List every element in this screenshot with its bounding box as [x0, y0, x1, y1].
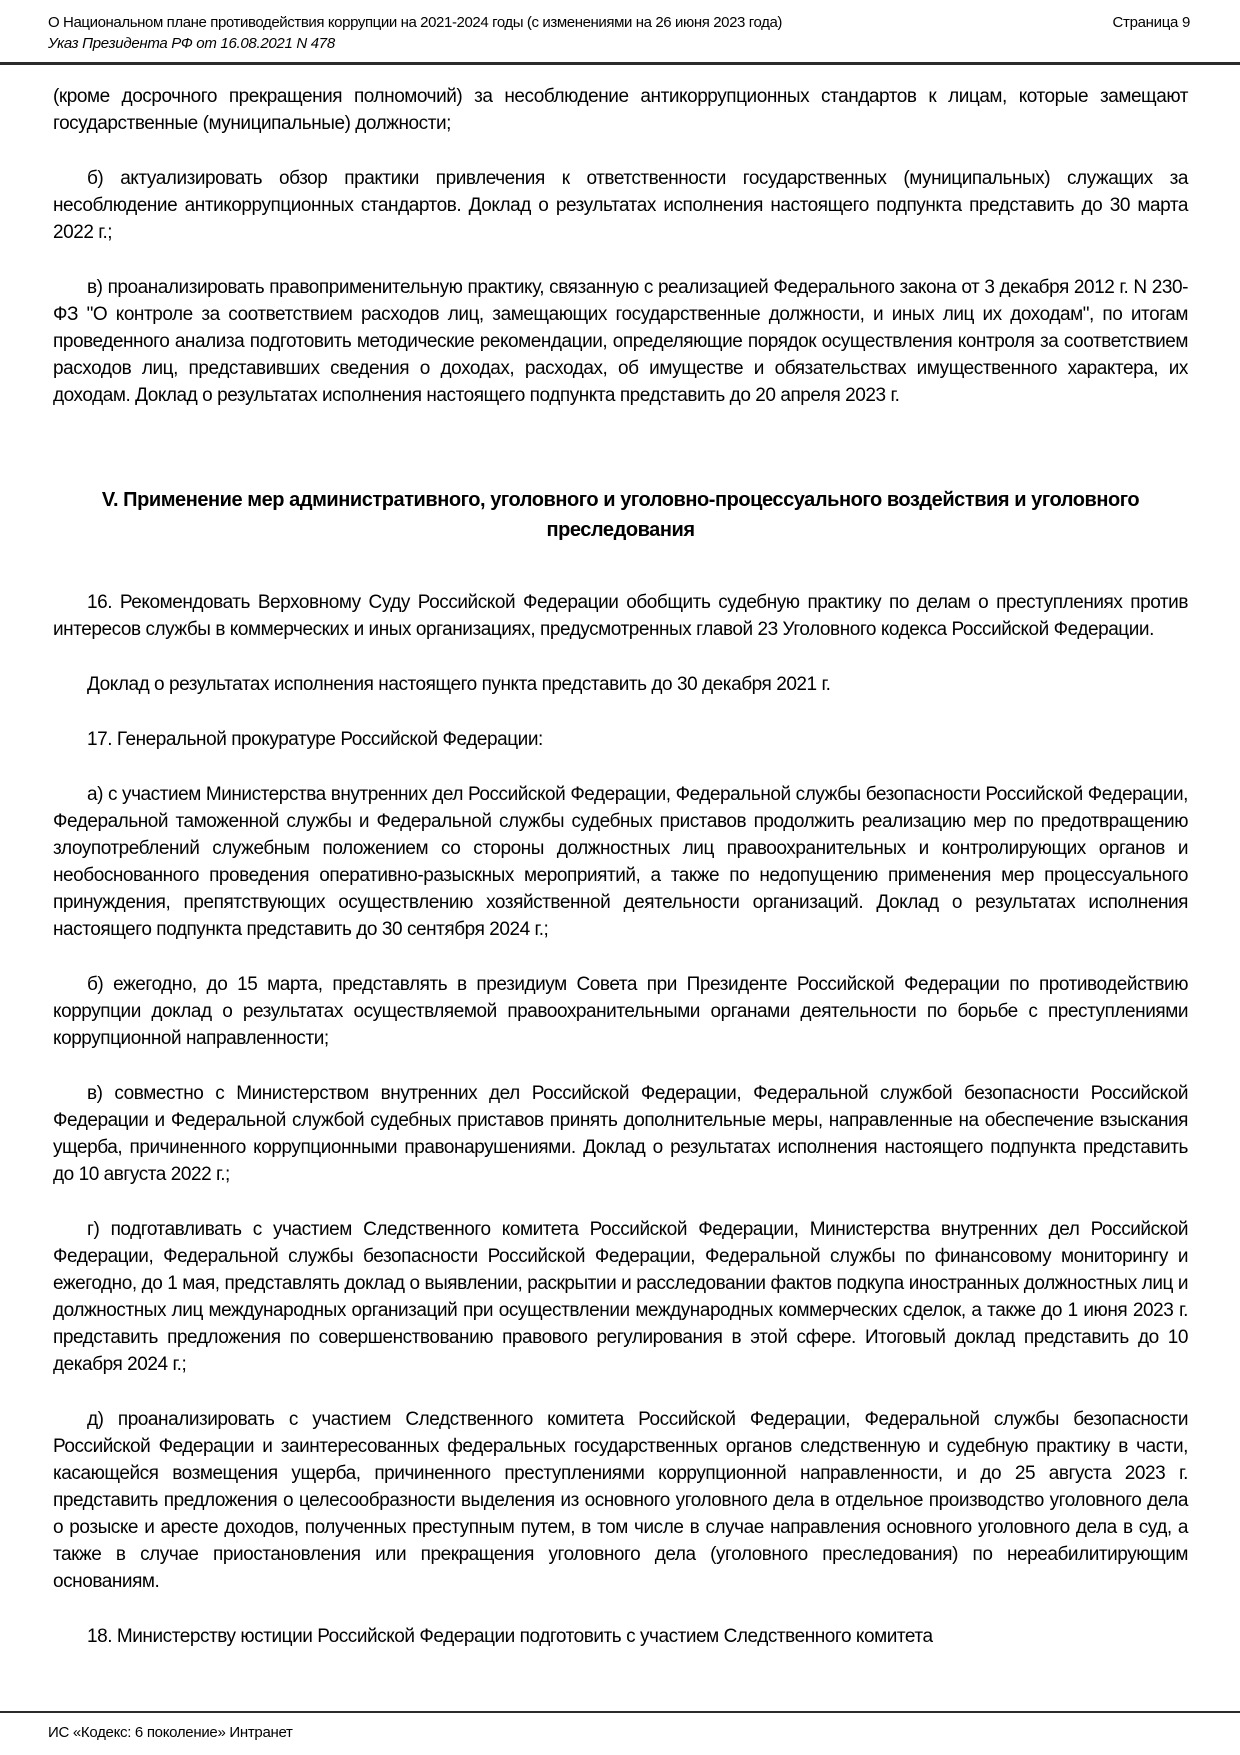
- paragraph-continuation: (кроме досрочного прекращения полномочий) за несоблюдение антикоррупционных стандартов к лицам, которые замещают государственные (муниципальные) должности;: [53, 86, 1188, 134]
- paragraph-report-note: Доклад о результатах исполнения настоящего пункта представить до 30 декабря 2021 г.: [87, 674, 831, 695]
- document-subtitle: Указ Президента РФ от 16.08.2021 N 478: [48, 35, 335, 52]
- page-number-label: Страница 9: [1112, 14, 1190, 31]
- header-row: [48, 13, 1190, 32]
- paragraph-subitem-17g: г) подготавливать с участием Следственного комитета Российской Федерации, Министерства внутренних дел Российской Федерации, Федеральной службы безопасности Российской Федерации, Федеральной службы по финансовому мониторингу и ежегодно, до 1 мая, представлять доклад о выявлении, раскрытии и расследовании фактов подкупа иностранных должностных лиц и должностных лиц международных организаций при осуществлении международных коммерческих сделок, а также до 1 июня 2023 г. представить предложения по совершенствованию правового регулирования в этой сфере. Итоговый доклад представить до 10 декабря 2024 г.;: [53, 1219, 1188, 1375]
- paragraph-item-18: 18. Министерству юстиции Российской Федерации подготовить с участием Следственного комитета: [87, 1626, 933, 1647]
- document-body: [0, 65, 1240, 1712]
- document-title: О Национальном плане противодействия коррупции на 2021-2024 годы (с изменениями на 26 июня 2023 года): [48, 14, 783, 31]
- paragraph-subitem-17b: б) ежегодно, до 15 марта, представлять в президиум Совета при Президенте Российской Федерации по противодействию коррупции доклад о результатах осуществляемой правоохранительными органами деятельности по борьбе с преступлениями коррупционной направленности;: [53, 974, 1188, 1049]
- paragraph-subitem-v: в) проанализировать правоприменительную практику, связанную с реализацией Федерального закона от 3 декабря 2012 г. N 230-ФЗ "О контроле за соответствием расходов лиц, замещающих государственные должности, и иных лиц их доходам", по итогам проведенного анализа подготовить методические рекомендации, определяющие порядок осуществления контроля за соответствием расходов лиц, представивших сведения о доходах, расходах, об имуществе и обязательствах имущественного характера, их доходам. Доклад о результатах исполнения настоящего подпункта представить до 20 апреля 2023 г.: [53, 277, 1188, 406]
- page-footer: [0, 1711, 1240, 1755]
- paragraph-subitem-17a: а) с участием Министерства внутренних дел Российской Федерации, Федеральной службы безопасности Российской Федерации, Федеральной таможенной службы и Федеральной службы судебных приставов продолжить реализацию мер по предотвращению злоупотреблений служебным положением со стороны должностных лиц правоохранительных и контролирующих органов и необоснованного проведения оперативно-разыскных мероприятий, а также по недопущению применения мер процессуального принуждения, препятствующих осуществлению хозяйственной деятельности организаций. Доклад о результатах исполнения настоящего подпункта представить до 30 сентября 2024 г.;: [53, 784, 1188, 940]
- paragraph-subitem-17v: в) совместно с Министерством внутренних дел Российской Федерации, Федеральной службой безопасности Российской Федерации и Федеральной службой судебных приставов принять дополнительные меры, направленные на обеспечение взыскания ущерба, причиненного коррупционными правонарушениями. Доклад о результатах исполнения настоящего подпункта представить до 10 августа 2022 г.;: [53, 1083, 1188, 1185]
- paragraph-item-16: 16. Рекомендовать Верховному Суду Российской Федерации обобщить судебную практику по делам о преступлениях против интересов службы в коммерческих и иных организациях, предусмотренных главой 23 Уголовного кодекса Российской Федерации.: [53, 592, 1188, 640]
- section-heading: V. Применение мер административного, уголовного и уголовно-процессуального воздействия и уголовного преследования: [101, 489, 1140, 541]
- paragraph-subitem-b: б) актуализировать обзор практики привлечения к ответственности государственных (муниципальных) служащих за несоблюдение антикоррупционных стандартов. Доклад о результатах исполнения настоящего подпункта представить до 30 марта 2022 г.;: [53, 168, 1188, 243]
- paragraph-subitem-17d: д) проанализировать с участием Следственного комитета Российской Федерации, Федеральной службы безопасности Российской Федерации и заинтересованных федеральных государственных органов следственную и судебную практику в части, касающейся возмещения ущерба, причиненного преступлениями коррупционной направленности, и до 25 августа 2023 г. представить предложения о целесообразности выделения из основного уголовного дела в отдельное производство уголовного дела о розыске и аресте доходов, полученных преступным путем, в том числе в случае направления основного уголовного дела в суд, а также в случае приостановления или прекращения уголовного дела (уголовного преследования) по нереабилитирующим основаниям.: [53, 1409, 1188, 1592]
- footer-source-label: ИС «Кодекс: 6 поколение» Интранет: [48, 1724, 293, 1741]
- paragraph-item-17: 17. Генеральной прокуратуре Российской Федерации:: [87, 729, 543, 750]
- page-header: [0, 0, 1240, 53]
